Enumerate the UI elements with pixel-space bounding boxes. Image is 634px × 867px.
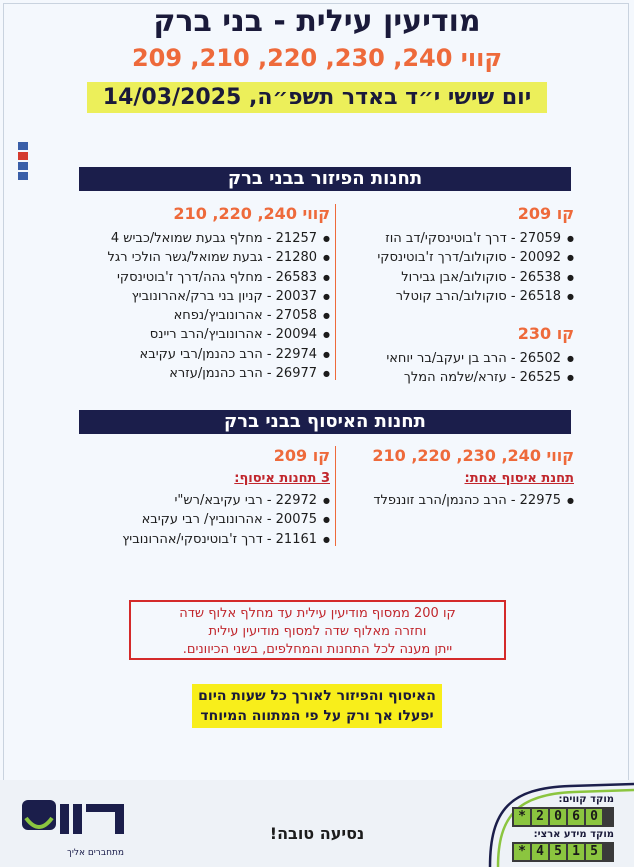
list-item: ● 26977 - הרב כהנמן/עזרא (64, 364, 330, 383)
code-digit: 0 (550, 809, 566, 825)
notice-line: קו 200 ממסוף מודיעין עילית עד מחלף אלוף שדה (179, 606, 456, 621)
pickup-section-bar: תחנות האיסוף בבני ברק (79, 410, 571, 434)
column-divider (335, 446, 336, 546)
code-digit: 4 (532, 844, 548, 860)
code-digit: * (514, 844, 530, 860)
vertical-logo-icon (17, 142, 29, 180)
pickup-right-column (344, 446, 574, 510)
list-item: ● 20094 - אהרונוביץ/הרב ריינס (64, 325, 330, 344)
highlight-line: יפעלו אך ורק על פי המתווה המיוחד (200, 708, 434, 724)
code-digit: 5 (550, 844, 566, 860)
special-operation-notice (192, 684, 442, 728)
goodbye-text: נסיעה טובה! (269, 824, 365, 843)
list-item: ● 26583 - מחלף גהה/דרך ז'בוטינסקי (64, 268, 330, 287)
line-200-notice (129, 600, 506, 660)
hotline-code (512, 842, 614, 862)
lines-subtitle: קווי 240, 230, 220, 210, 209 (131, 44, 503, 72)
list-item: ● 26518 - סוקולוב/הרב קוטלר (344, 287, 574, 306)
dropoff-left-column (64, 204, 330, 383)
date-banner: יום שישי י״ד באדר תשפ״ה, 14/03/2025 (87, 82, 547, 113)
code-digit: 1 (568, 844, 584, 860)
list-item: ● 26502 - הרב בן יעקב/בר יוחאי (344, 349, 574, 368)
notice-line: ייתן מענה לכל התחנות והמחלפים, בשני הכיוונים. (182, 642, 453, 657)
dropoff-right-column (344, 204, 574, 388)
list-item: ● 22975 - הרב כהנמן/הרב זוננפלד (344, 491, 574, 510)
list-item: ● 22972 - רבי עקיבא/רש"י (64, 491, 330, 510)
highlight-line: האיסוף והפיזור לאורך כל שעות היום (198, 688, 436, 704)
hotline-code (512, 807, 614, 827)
group-title: קו 209 (517, 204, 574, 223)
dropoff-section-bar: תחנות הפיזור בבני ברק (79, 167, 571, 191)
group-title: קווי 240, 230, 220, 210 (372, 446, 574, 465)
list-item: ● 27058 - אהרונוביץ/נפחא (64, 306, 330, 325)
code-digit: 2 (532, 809, 548, 825)
list-item: ● 21161 - דרך ז'בוטינסקי/אהרונוביץ (64, 530, 330, 549)
code-digit: 0 (586, 809, 602, 825)
column-divider (335, 204, 336, 380)
group-subtitle: 3 תחנות איסוף: (234, 471, 330, 486)
notice-line: וחזרה מאלוף שדה למסוף מודיעין עילית (208, 624, 427, 639)
group-subtitle: תחנת איסוף אחת: (464, 471, 574, 486)
list-item: ● 26538 - סוקולוב/אבן גבירול (344, 268, 574, 287)
list-item: ● 22974 - הרב כהנמן/רבי עקיבא (64, 345, 330, 364)
list-item: ● 20092 - סוקולוב/דרך ז'בוטינסקי (344, 248, 574, 267)
page-title: מודיעין עילית - בני ברק (153, 4, 481, 39)
list-item: ● 26525 - עזרא/שלמה המלך (344, 368, 574, 387)
pickup-left-column (64, 446, 330, 549)
list-item: ● 21280 - גבעת שמואל/גשר הולכי רגל (64, 248, 330, 267)
hotline-label: מוקד קווים: (558, 794, 614, 805)
list-item: ● 21257 - מחלף גבעת שמואל/כביש 4 (64, 229, 330, 248)
group-title: קו 209 (273, 446, 330, 465)
hotline-label: מוקד מידע ארצי: (533, 829, 614, 840)
logo-tagline: מתחברים אליך (66, 848, 124, 858)
kavim-logo (20, 796, 130, 858)
kavim-logo-icon (20, 796, 130, 844)
list-item: ● 20037 - קניון בני ברק/אהרונוביץ (64, 287, 330, 306)
list-item: ● 20075 - אהרונוביץ/ רבי עקיבא (64, 510, 330, 529)
group-title: קו 230 (517, 324, 574, 344)
code-digit: * (514, 809, 530, 825)
code-digit: 5 (586, 844, 602, 860)
national-info-hotline (512, 829, 614, 862)
code-digit: 6 (568, 809, 584, 825)
kavim-hotline (512, 794, 614, 827)
list-item: ● 27059 - דרך ז'בוטינסקי/דב הוז (344, 229, 574, 248)
group-title: קווי 240, 220, 210 (173, 204, 330, 223)
